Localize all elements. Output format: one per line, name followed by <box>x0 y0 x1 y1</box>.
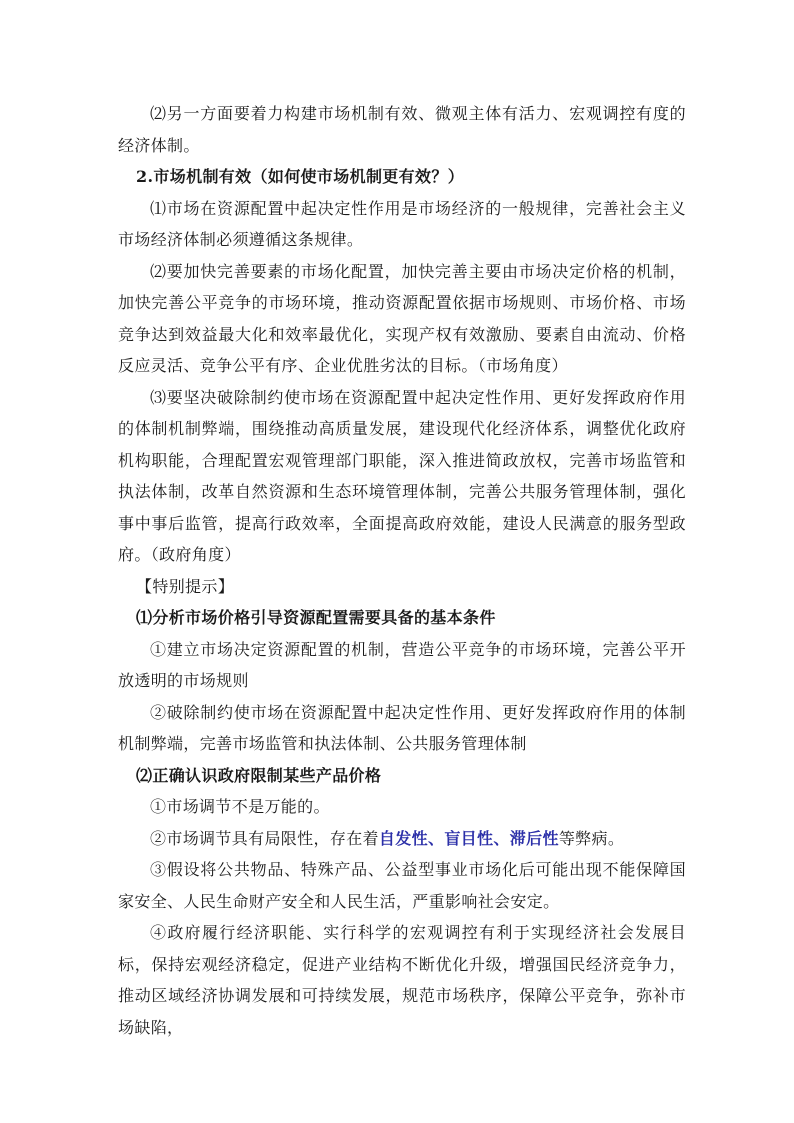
document-body <box>118 98 686 1043</box>
tip-2-item-b <box>118 823 686 855</box>
highlight-separator-2: 、 <box>493 828 510 848</box>
tip-1-item-a: ①建立市场决定资源配置的机制，营造公平竞争的市场环境，完善公平开放透明的市场规则 <box>118 639 686 690</box>
tip-1-title: ⑴分析市场价格引导资源配置需要具备的基本条件 <box>136 608 496 627</box>
highlight-spontaneity: 自发性 <box>378 828 428 848</box>
paragraph-government-perspective: ⑶要坚决破除制约使市场在资源配置中起决定性作用、更好发挥政府作用的体制机制弊端，围绕推动高质量发展，建设现代化经济体系，调整优化政府机构职能，合理配置宏观管理部门职能，深入推进简政放权，完善市场监管和执法体制，改革自然资源和生态环境管理体制，完善公共服务管理体制，强化事中事后监管，提高行政效率，全面提高政府效能，建设人民满意的服务型政府。（政府角度） <box>118 387 686 564</box>
paragraph-market-perspective: ⑵要加快完善要素的市场化配置，加快完善主要由市场决定价格的机制，加快完善公平竞争的市场环境，推动资源配置依据市场规则、市场价格、市场竞争达到效益最大化和效率最优化，实现产权有效激励、要素自由流动、价格反应灵活、竞争公平有序、企业优胜劣汰的目标。（市场角度） <box>118 261 686 375</box>
highlight-blindness: 盲目性 <box>444 828 494 848</box>
special-tip-heading: 【特别提示】 <box>136 576 235 596</box>
tip-2-item-b-suffix: 等弊病。 <box>558 828 625 848</box>
paragraph-economic-system: ⑵另一方面要着力构建市场机制有效、微观主体有活力、宏观调控有度的经济体制。 <box>118 104 686 155</box>
tip-2-title: ⑵正确认识政府限制某些产品价格 <box>136 765 382 785</box>
tip-1-item-b: ②破除制约使市场在资源配置中起决定性作用、更好发挥政府作用的体制机制弊端，完善市场监管和执法体制、公共服务管理体制 <box>118 702 686 753</box>
highlight-separator-1: 、 <box>427 828 445 848</box>
tip-2-item-b-prefix: ②市场调节具有局限性，存在着 <box>150 828 379 848</box>
tip-2-item-a: ①市场调节不是万能的。 <box>150 797 330 816</box>
highlight-lag: 滞后性 <box>509 828 559 848</box>
section-heading-market-mechanism: 2.市场机制有效（如何使市场机制更有效？） <box>136 167 465 186</box>
tip-2-item-c: ③假设将公共物品、特殊产品、公益型事业市场化后可能出现不能保障国家安全、人民生命财产安全和人民生活，严重影响社会安定。 <box>118 860 686 911</box>
tip-2-item-d: ④政府履行经济职能、实行科学的宏观调控有利于实现经济社会发展目标，保持宏观经济稳定，促进产业结构不断优化升级，增强国民经济竞争力，推动区域经济协调发展和可持续发展，规范市场秩序，保障公平竞争，弥补市场缺陷， <box>118 923 686 1037</box>
paragraph-market-rule: ⑴市场在资源配置中起决定性作用是市场经济的一般规律，完善社会主义市场经济体制必须遵循这条规律。 <box>118 198 686 249</box>
